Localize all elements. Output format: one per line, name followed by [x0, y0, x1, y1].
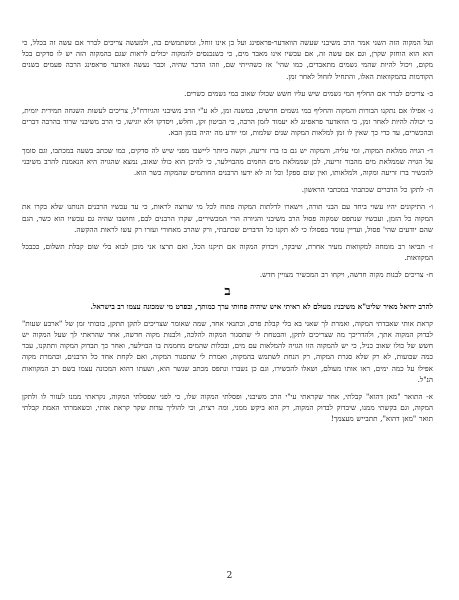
- paragraph-intro: ועל המקוה הזה השני אמר הרב משיבני שעשה הוואדער-פראפינג ועל כן אינו זוחל, ומשתמשים בה, ולמעשה צריכים לברר אם עשה זה בכלל, כי הוא הוא הוחזק שקרן, וגם אם עשה זה, אם עכשיו אינו מאבד מים, כי כשנכנסים להמקוה יכולים לראות שגם בהמקוה הזה יש לו סדקים בכל מקום, ויכול להיות שהמי גשמים מתאבדים, כמו שהי' אז כשהייתי שם, וזהו הדבר שהיה, וכבר נעשה וואדער פראפינג הרבה פעמים בשנים הקודמות בהמקוואות האלו, והתחיל לזחול לאחר זמן.: [22, 38, 433, 81]
- address-line: להרב יחיאל מאיר שליט"א משיבני: מעולם לא ראיתי איש שיהיה פחותי ערך כמותך, ובפרט מי שמכונה עצמו רב בישראל.: [90, 301, 433, 311]
- paragraph-letter-body: קראת אותי שאבדתי המקוה, ואמרת לך שאני בא בלי קבלת פרס, ובתנאי אחד, שמה שאומר שצריכים לתקן תתקן, בזבותי זמן של "ארבע שעות" לבדוק המקוה אתך, ולהדריכך מה שצריכים לתקן, והבטחת לי שתסגור המקוה להלכה, ולבנות מקוה חדשה, אחר שהראתי לך שעל המקוה יש חשש של כולו שאוב כניל, כי יש להמקוה הזו הגויה להמלאות עם מים, ובכלות שהמים מחממת בו הבוילער, ואחר כך תבדוק המקוה ותתקנו, עבר כמה שבועות, לא רק שלא סגרת המקוה, רק הנחת לשתמש בהמקוה, ואמרת לי שתסגור המקוה, ואם לקחת אחד כל הרבנים, וכהמרת מקוה אפילו על כמה ימים, ראו אותו מעולם, ושאלו להכשירו, וגם כן נשברו ונתפס מכתב שנשר הוא, ושעתו דהוא המכונה עצמו בשם רב המקוואות הנ"ל.: [22, 318, 433, 384]
- page-number: 2: [226, 571, 233, 581]
- document-page: [22, 37, 433, 557]
- paragraph-d: ד- הגויה ממלאת המקוה, ומי עליה, והמקוה יש גם בו ברז זריעה, וקשה ביותר ליישבו מפני שיש לה סדקים, כמו שכתב בשעה במכתבו, וגם סומך על הגויה שממלאת מים מהבור זריעה, לכן שממלאת מים החמים מהבוילער, כי להיכן הוא כולו שאוב, נמצא שהגויה היא הנאמנת להרב משיבני להכשיר ברז זריעה ומקוה, ולמלאותו, ואין שום ספק! וכל זה לא ידעו הרבנים החותמים שהמקוה כשר הוא.: [22, 145, 433, 178]
- paragraph-h: ה- לתקן כל הדברים שכתבתי במכתבי הראשון.: [301, 185, 433, 195]
- paragraph-ch: ח- צריכים לבנות מקוה חדשה, ויקחו רב המכשיר מצויין חדש.: [259, 270, 433, 280]
- section-letter-heading: ב: [224, 283, 231, 299]
- paragraph-letter-a: א- התואר "מאן דהוא" קבלתי, אחר שקראתי עי"י הרב משיבני, ופסלתי המקוה שלו, כי לפני שפסלתי המקוה, נקראתי ממנו לעזור לו ולתקן המקוה, וגם בקשתי ממנו, שיבדוק לבדוק המקוה, רק הוא ביקש ממני, ומה רצית, וכי להוליך עדות שקר קראת אותי, וכשאמרתי האמת קבלתי תואר "מאן דהוא", תתבייש מעצמך!: [22, 392, 433, 424]
- paragraph-b: ב- צריכים לברר אם החליף המי גשמים שיש עליו חשש שכולו שאוב במי גשמים כשרים.: [184, 88, 433, 98]
- paragraph-g: ג- אפילו אם נתקנו הבורות והמקוה והחליף במי גשמים חדשים, במשנה זמן, לא ע"י הרב משיבני והגיורח"ל, צריכים לעשות השגחה תמידית יומית, כי יכולה להיות לאחר זמן, כי הוואדער פראפינג לא יעמוד לזמן הרבה, כי הביטון זקן, וחלש, ויסדקו ולא יוגישו, כי הרב משיבני שרוד בהרבה דברים ובהכשרים, עד כדי כך שאין לו זמן למלאות המקוה שנים שלמות, ומי יודע מה יהיה בזמן הבא.: [22, 106, 433, 138]
- paragraph-v: ו- התיקונים יהיו עשוי ביחד עם הבני תורה, וישארו לדלתות המקוה פתוח לכל מי שרוצה לראות, כי עד עכשיו הרבנים הנותנו שלא בקרו את המקוה כל הזמן, ועכשיו שנתפס שמקוה פסול הרב משיבני והגיורה הרי המכשירים, שקרו הרבנים לבם, וחושבו שהיה גם עכשיו הוא כשר, הגם שהם יודעים שהי' פסול, ועדיין עומד בפסולו כי לא תקנו כל הדברים שכתבתי, ורק שהרב מאחורי ועזרו רק עשו לראות ההקשה.: [22, 202, 433, 234]
- paragraph-z: ז- תביאו רב מומחה למקוואות מעיר אחרת, שיבקר, ויבדוק המקוה אם תיקנו הכל, ואם תרצו אני מוכן לבוא בלי שום קבלת תשלום, ככבכל המקוואות.: [22, 242, 433, 263]
